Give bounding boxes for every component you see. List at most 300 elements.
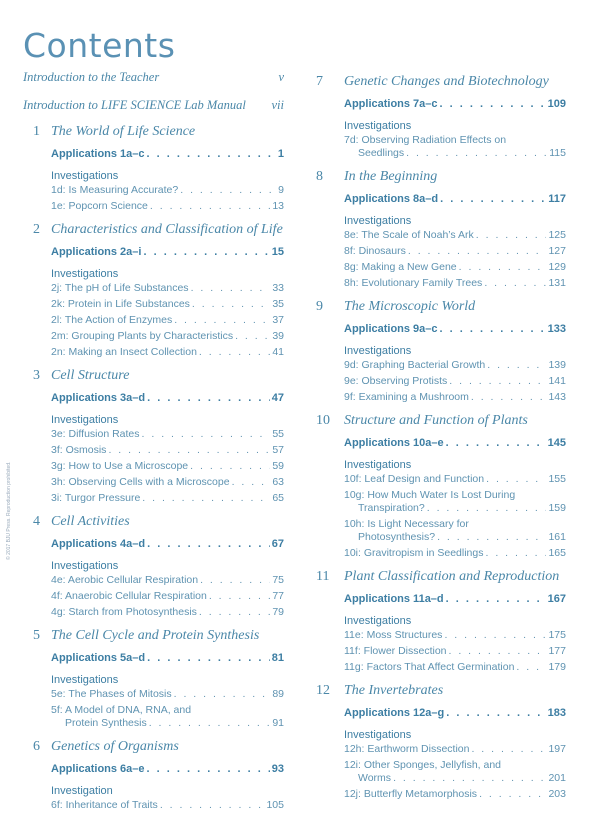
section-heading[interactable] — [23, 368, 284, 390]
section-title: Genetic Changes and Biotechnology — [344, 74, 549, 89]
section-title: The Invertebrates — [344, 683, 444, 698]
dot-leader — [160, 799, 265, 812]
leader-row — [344, 277, 566, 290]
entry-label: 8f: Dinosaurs — [344, 245, 406, 257]
investigation-entry[interactable] — [344, 788, 566, 804]
page-number: 67 — [271, 538, 284, 550]
toc-section — [316, 299, 566, 407]
leader-row — [344, 391, 566, 404]
dot-leader — [149, 717, 271, 730]
leader-row — [51, 799, 284, 812]
page-number: 167 — [547, 593, 566, 605]
page-number: 77 — [272, 590, 284, 602]
entry-label: 11g: Factors That Affect Germination — [344, 661, 515, 673]
investigation-entry[interactable] — [51, 590, 284, 606]
leader-row — [344, 245, 566, 258]
page-number: 15 — [271, 246, 284, 258]
entry-label: Applications 8a–d — [344, 193, 439, 205]
dot-leader — [427, 502, 547, 515]
dot-leader — [209, 590, 270, 603]
entry-label: 12j: Butterfly Metamorphosis — [344, 788, 478, 800]
entry-label: 12h: Earthworm Dissection — [344, 743, 470, 755]
page-number: 57 — [272, 444, 284, 456]
entry-label: Applications 4a–d — [51, 538, 146, 550]
investigation-entry[interactable] — [51, 492, 284, 508]
investigation-entry[interactable] — [344, 547, 566, 563]
toc-section — [23, 368, 284, 508]
investigation-entry[interactable] — [51, 298, 284, 314]
section-number: 9 — [316, 299, 323, 314]
entry-label: 12i: Other Sponges, Jellyfish, and — [344, 759, 502, 771]
entry-label: Photosynthesis? — [358, 531, 436, 543]
entry-label: 1d: Is Measuring Accurate? — [51, 184, 179, 196]
investigation-entry[interactable] — [344, 473, 566, 489]
section-heading[interactable] — [23, 739, 284, 761]
leader-row — [344, 661, 566, 674]
entry-label: 9d: Graphing Bacterial Growth — [344, 359, 486, 371]
leader-row — [51, 392, 284, 405]
investigations-label: Investigations — [344, 459, 412, 471]
page-number: 89 — [272, 688, 284, 700]
leader-row — [344, 707, 566, 720]
page-number: 115 — [549, 147, 566, 159]
left-sections — [23, 124, 284, 815]
entry-label: 11e: Moss Structures — [344, 629, 443, 641]
investigation-entry[interactable] — [51, 574, 284, 590]
page-number: 131 — [548, 277, 566, 289]
page-number: 41 — [272, 346, 284, 358]
investigations-label: Investigations — [51, 674, 119, 686]
applications-entry[interactable] — [344, 437, 566, 455]
entry-label: Seedlings — [358, 147, 405, 159]
leader-row — [51, 246, 284, 259]
applications-entry[interactable] — [344, 707, 566, 725]
section-heading[interactable] — [23, 628, 284, 650]
section-heading[interactable] — [316, 299, 566, 321]
section-heading[interactable] — [316, 413, 566, 435]
leader-row — [51, 590, 284, 603]
investigation-entry[interactable] — [344, 359, 566, 375]
dot-leader — [147, 148, 276, 161]
entry-label: Applications 7a–c — [344, 98, 438, 110]
entry-label: 10h: Is Light Necessary for — [344, 518, 469, 530]
page-number: 91 — [272, 717, 284, 729]
page-number: 203 — [548, 788, 566, 800]
leader-row — [344, 193, 566, 206]
investigation-entry[interactable] — [344, 229, 566, 245]
section-heading[interactable] — [316, 74, 566, 96]
page-number: 183 — [547, 707, 566, 719]
toc-intro-lab-manual[interactable] — [23, 98, 284, 118]
leader-row — [344, 788, 566, 801]
investigation-entry[interactable] — [344, 759, 566, 788]
dot-leader — [147, 392, 270, 405]
dot-leader — [232, 476, 271, 489]
investigation-entry[interactable] — [51, 476, 284, 492]
investigations-label: Investigations — [51, 170, 119, 182]
entry-label: 8g: Making a New Gene — [344, 261, 457, 273]
section-title: Cell Structure — [51, 368, 130, 383]
leader-row — [51, 148, 284, 161]
entry-label: Worms — [358, 772, 392, 784]
toc-section — [23, 514, 284, 622]
entry-label: Applications 1a–c — [51, 148, 145, 160]
dot-leader — [471, 391, 547, 404]
entry-label: 2l: The Action of Enzymes — [51, 314, 173, 326]
entry-label: 8h: Evolutionary Family Trees — [344, 277, 483, 289]
page-number: 117 — [548, 193, 566, 205]
entry-label: 3i: Turgor Pressure — [51, 492, 141, 504]
page-number: 47 — [271, 392, 284, 404]
leader-row — [344, 502, 566, 515]
investigation-entry[interactable] — [51, 606, 284, 622]
toc-section — [23, 222, 284, 362]
investigation-entry[interactable] — [51, 346, 284, 362]
investigations-label: Investigations — [344, 729, 412, 741]
leader-row — [51, 652, 284, 665]
page-number: 175 — [548, 629, 566, 641]
dot-leader — [192, 298, 270, 311]
leader-row — [344, 147, 566, 160]
dot-leader — [446, 437, 546, 450]
page-number: 177 — [548, 645, 566, 657]
entry-label: 5f: A Model of DNA, RNA, and — [51, 704, 192, 716]
leader-row — [51, 184, 284, 197]
page-number: 33 — [272, 282, 284, 294]
investigation-entry[interactable] — [51, 428, 284, 444]
applications-entry[interactable] — [344, 98, 566, 116]
investigation-entry[interactable] — [344, 277, 566, 293]
dot-leader — [440, 193, 546, 206]
dot-leader — [180, 184, 276, 197]
entry-label: 9e: Observing Protists — [344, 375, 448, 387]
section-title: The Cell Cycle and Protein Synthesis — [51, 628, 260, 643]
section-number: 8 — [316, 169, 323, 184]
page-number: 55 — [272, 428, 284, 440]
applications-entry[interactable] — [51, 763, 284, 781]
page-number: 13 — [272, 200, 284, 212]
page-number: 1 — [277, 148, 284, 160]
investigation-entry[interactable] — [344, 134, 566, 163]
investigation-entry[interactable] — [344, 645, 566, 661]
dot-leader — [406, 147, 547, 160]
leader-row — [344, 629, 566, 642]
page-number: 59 — [272, 460, 284, 472]
investigation-entry[interactable] — [344, 261, 566, 277]
page-number: 127 — [548, 245, 566, 257]
leader-row — [51, 460, 284, 473]
dot-leader — [479, 788, 546, 801]
page-number: 155 — [548, 473, 566, 485]
entry-label: Applications 12a–g — [344, 707, 445, 719]
toc-intro-teacher[interactable] — [23, 70, 284, 90]
page-number: 65 — [272, 492, 284, 504]
entry-label: 4f: Anaerobic Cellular Respiration — [51, 590, 207, 602]
applications-entry[interactable] — [344, 323, 566, 341]
section-title: Structure and Function of Plants — [344, 413, 528, 428]
investigation-entry[interactable] — [344, 661, 566, 677]
applications-entry[interactable] — [51, 148, 284, 166]
entry-label: 3e: Diffusion Rates — [51, 428, 140, 440]
entry-label: Applications 9a–c — [344, 323, 438, 335]
leader-row — [51, 346, 284, 359]
section-title: The Microscopic World — [344, 299, 476, 314]
leader-row — [51, 314, 284, 327]
dot-leader — [485, 547, 546, 560]
dot-leader — [142, 428, 271, 441]
page-number: 161 — [548, 531, 566, 543]
section-heading[interactable] — [23, 514, 284, 536]
applications-entry[interactable] — [344, 193, 566, 211]
entry-label: 5e: The Phases of Mitosis — [51, 688, 172, 700]
intro-label: Introduction to the Teacher — [23, 70, 160, 84]
section-title: In the Beginning — [344, 169, 438, 184]
entry-label: 3f: Osmosis — [51, 444, 107, 456]
intro-label: Introduction to LIFE SCIENCE Lab Manual — [23, 98, 246, 112]
investigations-label: Investigation — [51, 785, 113, 797]
section-heading[interactable] — [23, 222, 284, 244]
leader-row — [344, 547, 566, 560]
section-title: Genetics of Organisms — [51, 739, 179, 754]
entry-label: 1e: Popcorn Science — [51, 200, 148, 212]
leader-row — [51, 688, 284, 701]
entry-label: 2k: Protein in Life Substances — [51, 298, 190, 310]
entry-label: 3h: Observing Cells with a Microscope — [51, 476, 230, 488]
dot-leader — [147, 652, 270, 665]
investigation-entry[interactable] — [51, 460, 284, 476]
leader-row — [51, 298, 284, 311]
section-number: 12 — [316, 683, 330, 698]
entry-label: 9f: Examining a Mushroom — [344, 391, 469, 403]
page-number: 9 — [278, 184, 284, 196]
dot-leader — [446, 593, 546, 606]
leader-row — [51, 444, 284, 457]
section-title: Plant Classification and Reproduction — [344, 569, 560, 584]
investigation-entry[interactable] — [51, 688, 284, 704]
investigations-label: Investigations — [51, 268, 119, 280]
investigation-entry[interactable] — [344, 245, 566, 261]
dot-leader — [408, 245, 547, 258]
investigation-entry[interactable] — [344, 391, 566, 407]
dot-leader — [191, 282, 271, 295]
dot-leader — [190, 460, 270, 473]
section-number: 1 — [33, 124, 40, 139]
dot-leader — [459, 261, 547, 274]
leader-row — [344, 645, 566, 658]
entry-label: 2n: Making an Insect Collection — [51, 346, 197, 358]
investigation-entry[interactable] — [51, 444, 284, 460]
section-title: Cell Activities — [51, 514, 130, 529]
page-number: 39 — [272, 330, 284, 342]
investigations-label: Investigations — [344, 345, 412, 357]
dot-leader — [142, 492, 270, 505]
entry-label: 10i: Gravitropism in Seedlings — [344, 547, 484, 559]
leader-row — [51, 330, 284, 343]
dot-leader — [200, 574, 270, 587]
investigation-entry[interactable] — [51, 799, 284, 815]
entry-label: 2m: Grouping Plants by Characteristics — [51, 330, 234, 342]
investigation-entry[interactable] — [51, 704, 284, 733]
toc-section — [316, 413, 566, 563]
page-number: 93 — [271, 763, 284, 775]
dot-leader — [486, 473, 546, 486]
dot-leader — [444, 629, 546, 642]
dot-leader — [147, 763, 270, 776]
leader-row — [344, 593, 566, 606]
section-number: 10 — [316, 413, 330, 428]
entry-label: Applications 5a–d — [51, 652, 146, 664]
section-heading[interactable] — [23, 124, 284, 146]
entry-label: Applications 11a–d — [344, 593, 444, 605]
dot-leader — [235, 330, 270, 343]
page-number: 105 — [266, 799, 284, 811]
page-number: 125 — [548, 229, 566, 241]
entry-label: 11f: Flower Dissection — [344, 645, 447, 657]
investigation-entry[interactable] — [344, 743, 566, 759]
leader-row — [51, 763, 284, 776]
leader-row — [344, 261, 566, 274]
section-title: Characteristics and Classification of Life — [51, 222, 283, 237]
entry-label: Applications 6a–e — [51, 763, 145, 775]
leader-row — [344, 437, 566, 450]
page-number: 63 — [272, 476, 284, 488]
section-heading[interactable] — [316, 169, 566, 191]
dot-leader — [150, 200, 270, 213]
dot-leader — [487, 359, 546, 372]
section-number: 3 — [33, 368, 40, 383]
page-title: Contents — [23, 26, 176, 65]
investigation-entry[interactable] — [344, 375, 566, 391]
dot-leader — [174, 688, 271, 701]
applications-entry[interactable] — [344, 593, 566, 611]
toc-section — [23, 124, 284, 216]
leader-row — [51, 476, 284, 489]
dot-leader — [108, 444, 270, 457]
leader-row — [51, 428, 284, 441]
page-number: 145 — [547, 437, 566, 449]
toc-section — [316, 569, 566, 677]
entry-label: 4e: Aerobic Cellular Respiration — [51, 574, 199, 586]
intro-page: v — [278, 70, 284, 84]
leader-row — [51, 282, 284, 295]
investigation-entry[interactable] — [344, 518, 566, 547]
dot-leader — [199, 606, 270, 619]
dot-leader — [440, 98, 546, 111]
investigation-entry[interactable] — [344, 629, 566, 645]
section-number: 5 — [33, 628, 40, 643]
dot-leader — [484, 277, 546, 290]
dot-leader — [449, 645, 547, 658]
applications-entry[interactable] — [51, 392, 284, 410]
page-number: 201 — [548, 772, 566, 784]
page-number: 197 — [548, 743, 566, 755]
page-number: 165 — [548, 547, 566, 559]
investigation-entry[interactable] — [51, 184, 284, 200]
section-number: 6 — [33, 739, 40, 754]
applications-entry[interactable] — [51, 246, 284, 264]
entry-label: Applications 10a–e — [344, 437, 444, 449]
page-number: 143 — [548, 391, 566, 403]
leader-row — [51, 574, 284, 587]
page-number: 129 — [548, 261, 566, 273]
entry-label: Protein Synthesis — [65, 717, 147, 729]
entry-label: 2j: The pH of Life Substances — [51, 282, 189, 294]
leader-row — [51, 606, 284, 619]
intro-page: vii — [271, 98, 284, 112]
dot-leader — [476, 229, 547, 242]
section-number: 4 — [33, 514, 40, 529]
entry-label: 4g: Starch from Photosynthesis — [51, 606, 197, 618]
page-number: 75 — [272, 574, 284, 586]
entry-label: 8e: The Scale of Noah’s Ark — [344, 229, 474, 241]
leader-row — [344, 473, 566, 486]
section-title: The World of Life Science — [51, 124, 196, 139]
section-heading[interactable] — [316, 569, 566, 591]
investigations-label: Investigations — [344, 120, 412, 132]
investigation-entry[interactable] — [51, 200, 284, 216]
leader-row — [344, 531, 566, 544]
leader-row — [344, 375, 566, 388]
dot-leader — [440, 323, 546, 336]
entry-label: Transpiration? — [358, 502, 425, 514]
investigation-entry[interactable] — [51, 282, 284, 298]
toc-section — [23, 739, 284, 815]
page-number: 141 — [548, 375, 566, 387]
applications-entry[interactable] — [51, 538, 284, 556]
page-number: 109 — [547, 98, 566, 110]
dot-leader — [147, 538, 270, 551]
right-sections — [316, 74, 566, 804]
dot-leader — [446, 707, 545, 720]
section-number: 7 — [316, 74, 323, 89]
leader-row — [344, 359, 566, 372]
dot-leader — [471, 743, 546, 756]
leader-row — [344, 772, 566, 785]
dot-leader — [516, 661, 546, 674]
investigations-label: Investigations — [344, 615, 412, 627]
page-number: 35 — [272, 298, 284, 310]
entry-label: 6f: Inheritance of Traits — [51, 799, 158, 811]
left-column — [23, 68, 284, 815]
entry-label: 10g: How Much Water Is Lost During — [344, 489, 516, 501]
investigation-entry[interactable] — [51, 314, 284, 330]
toc-section — [23, 628, 284, 733]
copyright-notice: © 2017 BJU Press. Reproduction prohibited. — [6, 461, 12, 560]
investigation-entry[interactable] — [51, 330, 284, 346]
toc-section — [316, 74, 566, 163]
page-number: 79 — [272, 606, 284, 618]
dot-leader — [437, 531, 546, 544]
investigations-label: Investigations — [344, 215, 412, 227]
entry-label: 10f: Leaf Design and Function — [344, 473, 485, 485]
section-heading[interactable] — [316, 683, 566, 705]
entry-label: 7d: Observing Radiation Effects on — [344, 134, 507, 146]
applications-entry[interactable] — [51, 652, 284, 670]
page-number: 159 — [548, 502, 566, 514]
right-column — [316, 68, 566, 804]
toc-section — [316, 683, 566, 804]
section-number: 11 — [316, 569, 330, 584]
leader-row — [51, 492, 284, 505]
page-number: 179 — [548, 661, 566, 673]
entry-label: Applications 2a–i — [51, 246, 142, 258]
entry-label: 3g: How to Use a Microscope — [51, 460, 189, 472]
dot-leader — [174, 314, 270, 327]
entry-label: Applications 3a–d — [51, 392, 146, 404]
investigation-entry[interactable] — [344, 489, 566, 518]
dot-leader — [199, 346, 270, 359]
investigations-label: Investigations — [51, 414, 119, 426]
